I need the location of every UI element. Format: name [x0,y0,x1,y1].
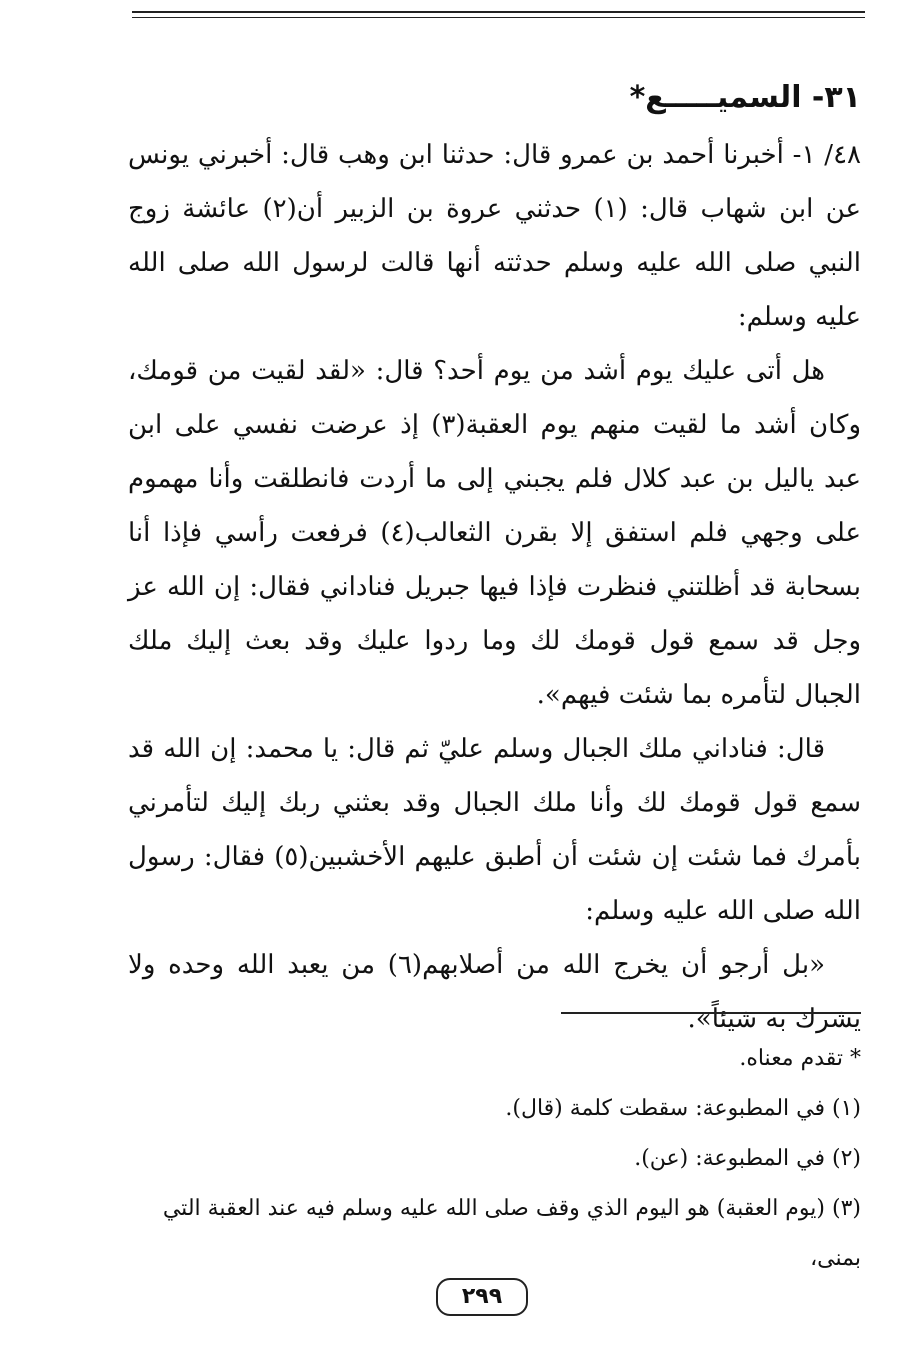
footnote-1: (١) في المطبوعة: سقطت كلمة (قال). [505,1096,861,1121]
hadith-paragraph-reply: «بل أرجو أن يخرج الله من أصلابهم(٦) من يعبد الله وحده ولا يشرك به شيئاً». [128,950,861,1034]
page-body [128,68,861,1046]
footnote-3: (٣) (يوم العقبة) هو اليوم الذي وقف صلى الله عليه وسلم فيه عند العقبة التي بمنى، [162,1196,861,1271]
footnote-divider [561,1012,861,1014]
header-rule-bottom [132,17,865,18]
footnote-2: (٢) في المطبوعة: (عن). [634,1146,861,1171]
hadith-paragraph-angel: قال: فناداني ملك الجبال وسلم عليّ ثم قال: يا محمد: إن الله قد سمع قول قومك لك وأنا ملك الجبال وقد بعثني ربك إليك لتأمرني بأمرك فما شئت إن شئت أن أطبق عليهم الأخشبين(٥) فقال: رسول الله صلى الله عليه وسلم: [128,734,861,926]
page-number: ٢٩٩ [436,1278,528,1316]
footnotes [128,1034,861,1284]
hadith-paragraph-question: هل أتى عليك يوم أشد من يوم أحد؟ قال: «لقد لقيت من قومك، وكان أشد ما لقيت منهم يوم العقبة(٣) إذ عرضت نفسي على ابن عبد ياليل بن عبد كلال فلم يجبني إلى ما أردت فانطلقت وأنا مهموم على وجهي فلم استفق إلا بقرن الثعالب(٤) فرفعت رأسي فإذا أنا بسحابة قد أظلتني فنظرت فإذا فيها جبريل فناداني فقال: إن الله عز وجل قد سمع قول قومك لك وما ردوا عليك وقد بعث إليك ملك الجبال لتأمره بما شئت فيهم». [128,356,862,710]
hadith-paragraph-isnad: ٤٨/ ١- أخبرنا أحمد بن عمرو قال: حدثنا ابن وهب قال: أخبرني يونس عن ابن شهاب قال: (١) حدثني عروة بن الزبير أن(٢) عائشة زوج النبي صلى الله عليه وسلم حدثته أنها قالت لرسول الله صلى الله عليه وسلم: [128,140,862,332]
footnote-star: * تقدم معناه. [739,1046,861,1071]
header-rule-top [132,11,865,13]
chapter-title: ٣١- السميـــــع* [629,80,861,115]
